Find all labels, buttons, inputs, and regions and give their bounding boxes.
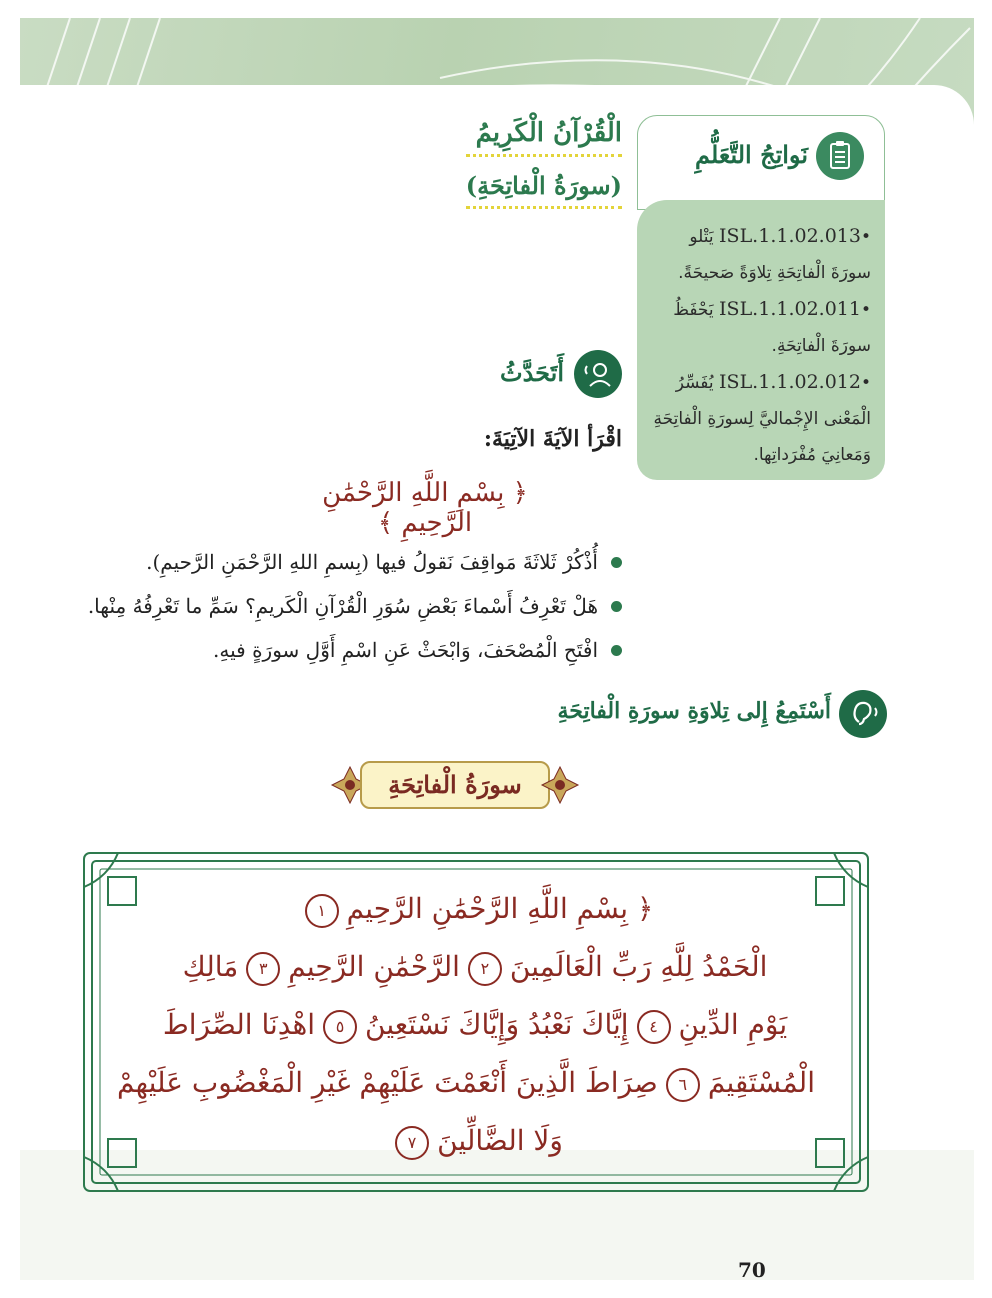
- learning-outcomes-box: [637, 115, 885, 475]
- speak-label: أَتَحَدَّثُ: [499, 358, 564, 387]
- surah-title-banner: [330, 757, 580, 813]
- lesson-header: [466, 118, 622, 209]
- outcomes-header: [637, 115, 885, 210]
- verse-line: الْحَمْدُ لِلَّهِ رَبِّ الْعَالَمِينَ٢الرَّحْمَٰنِ الرَّحِيمِ٣مَالِكِ: [135, 938, 815, 996]
- verse-line: يَوْمِ الدِّينِ٤إِيَّاكَ نَعْبُدُ وَإِيَّاكَ نَسْتَعِينُ٥اهْدِنَا الصِّرَاطَ: [135, 996, 815, 1054]
- bullet-dot-icon: [611, 557, 622, 568]
- outcomes-list: [637, 200, 885, 480]
- page-number: 70: [738, 1258, 766, 1282]
- discussion-questions: [62, 540, 622, 672]
- list-item: هَلْ تَعْرِفُ أَسْماءَ بَعْضِ سُوَرِ الْقُرْآنِ الْكَريمِ؟ سَمِّ ما تَعْرِفُهُ مِنْها.: [62, 584, 622, 628]
- listen-label: أَسْتَمِعُ إِلى تِلاوَةِ سورَةِ الْفاتِحَةِ: [557, 698, 831, 724]
- read-instruction: اقْرَأ الآيَةَ الآتِيَةَ:: [483, 426, 622, 452]
- ayah-number: ٦: [666, 1068, 700, 1102]
- surah-verses: [117, 880, 815, 1170]
- surah-title: سورَةُ الْفاتِحَةِ: [388, 770, 522, 799]
- outcome-item: •ISL.1.1.02.012 يُفَسِّرُ الْمَعْنى الإِجْماليَّ لِسورَةِ الْفاتِحَةِ وَمَعانِيَ مُفْرَداتِها.: [653, 371, 871, 465]
- basmala-verse: ﴿ بِسْمِ اللَّهِ الرَّحْمَٰنِ الرَّحِيمِ ﴾: [322, 478, 528, 538]
- outcome-item: •ISL.1.1.02.011 يَحْفَظُ سورَةَ الْفاتِحَةِ.: [673, 298, 871, 356]
- surah-title-plaque: [360, 761, 550, 809]
- ayah-number: ٤: [637, 1010, 671, 1044]
- speaking-person-icon: [574, 350, 622, 398]
- verse-line: ﴿ بِسْمِ اللَّهِ الرَّحْمَٰنِ الرَّحِيمِ١: [135, 880, 815, 938]
- ayah-number: ٣: [246, 952, 280, 986]
- verse-line: وَلَا الضَّالِّينَ٧: [135, 1112, 815, 1170]
- lesson-title: (سورَةُ الْفاتِحَةِ): [466, 171, 622, 209]
- list-item: أُذْكُرْ ثَلاثَةَ مَواقِفَ نَقولُ فيها (بِسمِ اللهِ الرَّحْمَنِ الرَّحيمِ).: [62, 540, 622, 584]
- outcome-item: •ISL.1.1.02.013 يَتْلو سورَةَ الْفاتِحَةِ تِلاوَةً صَحيحَةً.: [678, 225, 871, 283]
- list-item: افْتَحِ الْمُصْحَفَ، وَابْحَثْ عَنِ اسْمِ أَوَّلِ سورَةٍ فيهِ.: [62, 628, 622, 672]
- checklist-icon: [816, 132, 864, 180]
- ayah-number: ٢: [468, 952, 502, 986]
- verse-line: الْمُسْتَقِيمَ٦صِرَاطَ الَّذِينَ أَنْعَمْتَ عَلَيْهِمْ غَيْرِ الْمَغْضُوبِ عَلَيْهِمْ: [135, 1054, 815, 1112]
- ayah-number: ١: [305, 894, 339, 928]
- bullet-dot-icon: [611, 601, 622, 612]
- ayah-number: ٥: [323, 1010, 357, 1044]
- outcomes-title: نَواتِجُ التَّعَلُّمِ: [695, 140, 808, 169]
- bullet-dot-icon: [611, 645, 622, 656]
- ayah-number: ٧: [395, 1126, 429, 1160]
- subject-title: الْقُرْآنُ الْكَرِيمُ: [466, 118, 622, 157]
- ear-icon: [839, 690, 887, 738]
- ornament-icon: [540, 765, 580, 805]
